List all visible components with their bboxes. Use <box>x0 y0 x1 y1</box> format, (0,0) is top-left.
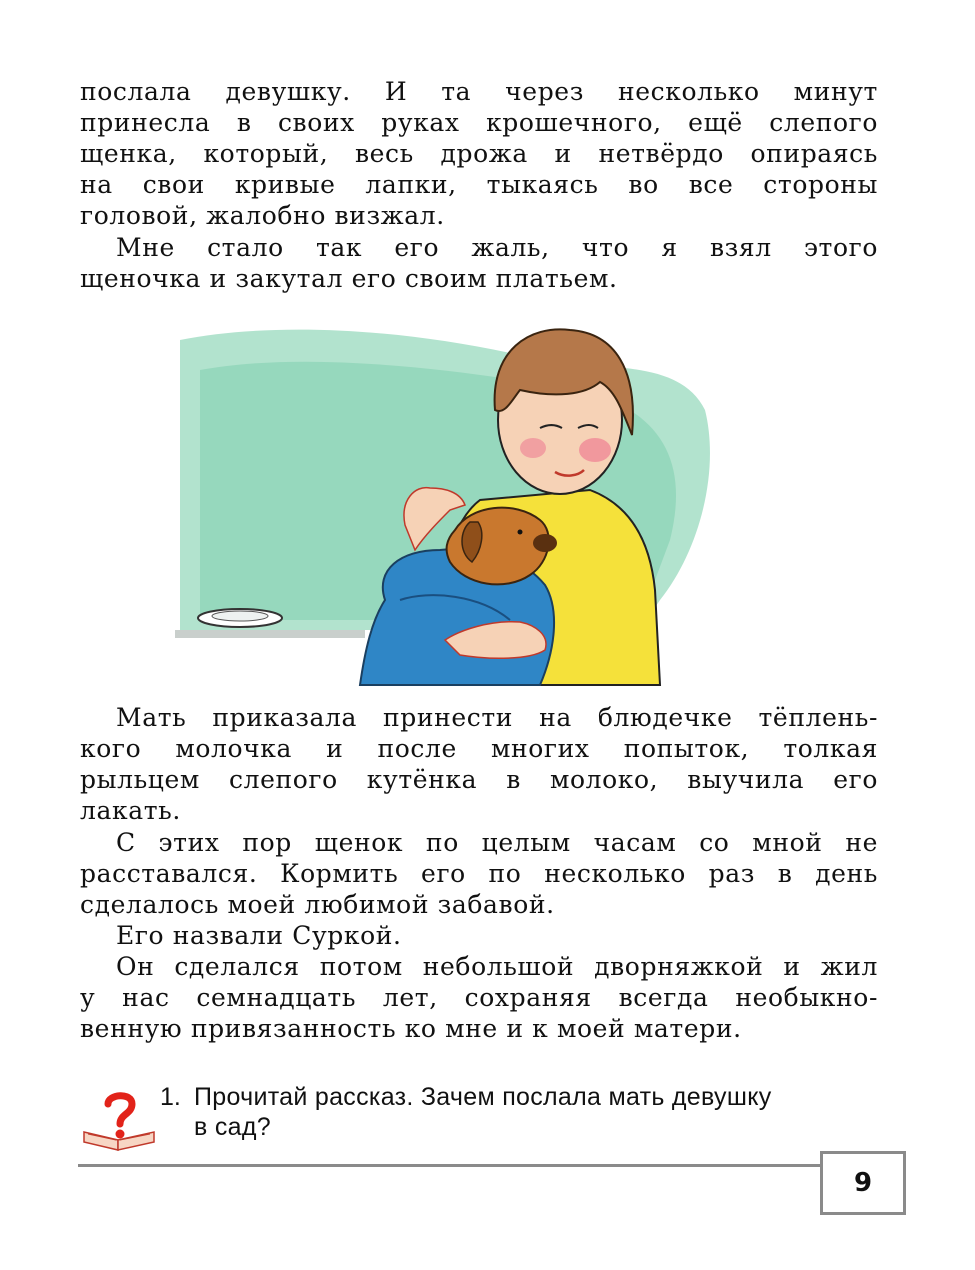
question-block <box>80 1082 880 1152</box>
footer-rule <box>78 1164 820 1167</box>
text-line: венную привязанность ко мне и к моей матери. <box>80 1014 742 1043</box>
text-line: головой, жалобно визжал. <box>80 201 445 230</box>
text-line: расставался. Кормить его по несколько раз в день <box>80 859 878 888</box>
paragraph-3 <box>80 702 878 826</box>
paragraph-5 <box>80 920 878 951</box>
question-book-icon <box>80 1088 158 1152</box>
paragraph-1 <box>80 76 878 231</box>
text-line: лакать. <box>80 796 181 825</box>
text-line: Его назвали Суркой. <box>116 921 402 950</box>
text-line: принесла в своих руках крошечного, ещё слепого <box>80 108 878 137</box>
boy-with-puppy-illustration <box>160 300 720 700</box>
text-line: рыльцем слепого кутёнка в молоко, выучила его <box>80 765 878 794</box>
text-line: кого молочка и после многих попыток, толкая <box>80 734 878 763</box>
text-line: Мне стало так его жаль, что я взял этого <box>116 233 878 262</box>
text-line: на свои кривые лапки, тыкаясь во все стороны <box>80 170 878 199</box>
text-line: щеночка и закутал его своим платьем. <box>80 264 618 293</box>
paragraph-6 <box>80 951 878 1044</box>
question-number: 1. <box>160 1083 181 1111</box>
text-line: послала девушку. И та через несколько минут <box>80 77 878 106</box>
text-line: С этих пор щенок по целым часам со мной не <box>116 828 878 857</box>
text-line: сделалось моей любимой забавой. <box>80 890 555 919</box>
question-text: Прочитай рассказ. Зачем послала мать девушку в сад? <box>194 1083 772 1141</box>
paragraph-4 <box>80 827 878 920</box>
paragraph-2 <box>80 232 878 294</box>
page-number-box <box>820 1151 906 1215</box>
page-number: 9 <box>853 1168 873 1198</box>
text-line: у нас семнадцать лет, сохраняя всегда необыкно- <box>80 983 878 1012</box>
text-line: Мать приказала принести на блюдечке тёплень- <box>116 703 878 732</box>
text-line: щенка, который, весь дрожа и нетвёрдо опираясь <box>80 139 878 168</box>
text-line: Он сделался потом небольшой дворняжкой и жил <box>116 952 878 981</box>
